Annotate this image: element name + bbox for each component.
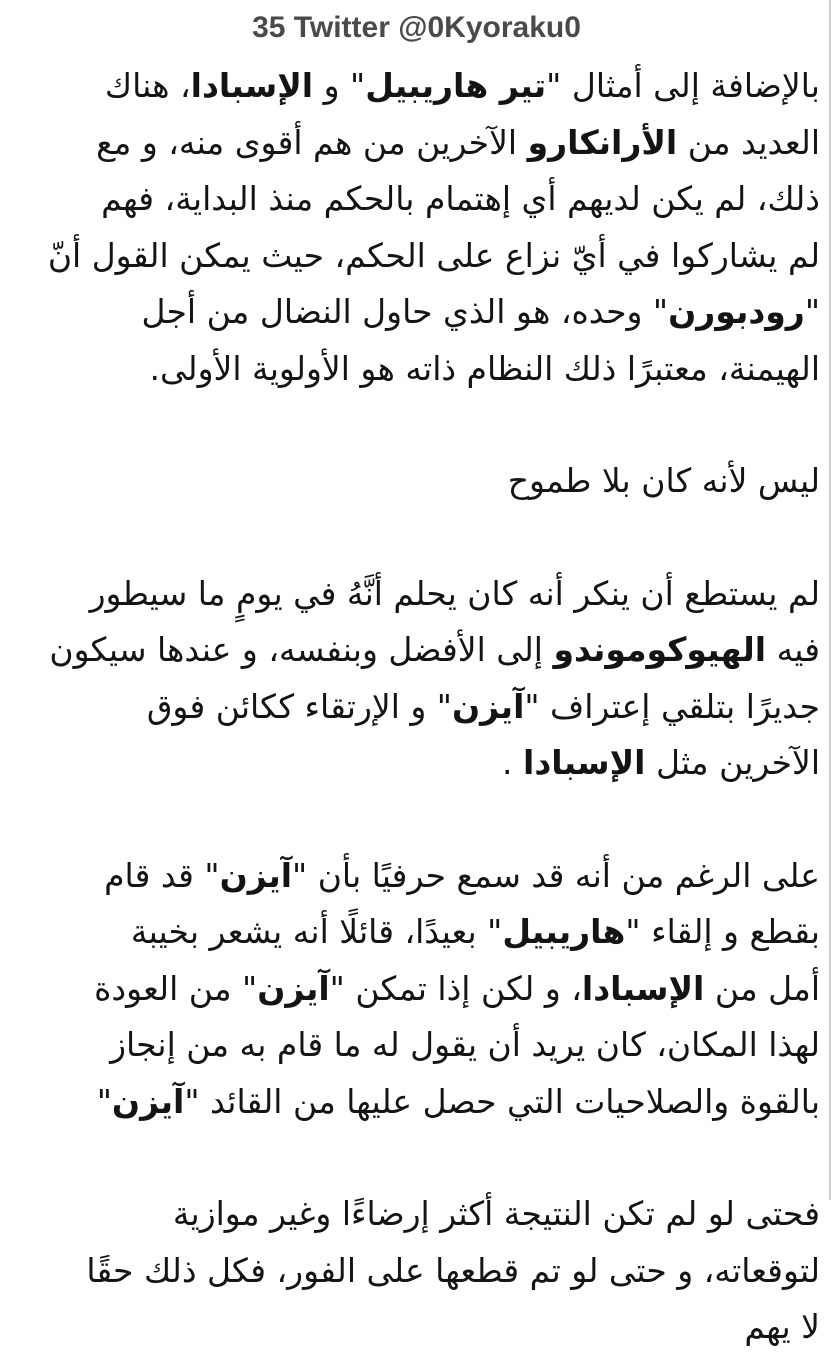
text-run: لا يهم	[744, 1307, 820, 1346]
text-run: الآخرين مثل	[645, 743, 820, 782]
text-run: جديرًا بتلقي إعتراف "	[524, 686, 820, 726]
text-line	[80, 115, 820, 172]
bold-name: هاريبيل	[502, 912, 626, 951]
article-body	[47, 58, 820, 1356]
text-run: "	[804, 292, 820, 331]
text-run: فيه	[766, 630, 820, 669]
bold-name: الهيوكوموندو	[553, 630, 767, 669]
text-run: ، و لكن إذا تمكن "	[329, 968, 582, 1008]
text-line	[80, 341, 820, 398]
scroll-edge-divider	[829, 0, 831, 1200]
page-header	[0, 8, 833, 48]
bold-name: آيزن	[111, 1081, 185, 1121]
bold-name: الأرانكارو	[527, 122, 678, 162]
paragraph	[47, 58, 820, 397]
text-line	[80, 1017, 820, 1074]
text-run: بقطع و إلقاء "	[625, 912, 820, 951]
text-line	[80, 848, 820, 905]
text-run: " و	[313, 66, 366, 105]
text-run: على الرغم من أنه قد سمع حرفيًا بأن "	[292, 855, 820, 895]
paragraph	[80, 1186, 820, 1356]
text-line	[80, 1299, 820, 1356]
text-run: بالقوة والصلاحيات التي حصل عليها من القائد "	[184, 1081, 820, 1121]
text-line	[80, 679, 820, 736]
paragraph	[80, 453, 820, 510]
text-line	[80, 566, 820, 623]
bold-name: تير هاريبيل	[365, 66, 547, 105]
text-run: أمل من	[704, 968, 820, 1008]
text-line	[80, 961, 820, 1018]
bold-name: الإسبادا	[581, 968, 705, 1008]
text-run: .	[502, 743, 524, 782]
header-title: 35 Twitter @0Kyoraku0	[252, 11, 581, 44]
paragraph	[80, 848, 820, 1131]
text-run: لتوقعاته، و حتى لو تم قطعها على الفور، فكل ذلك حقًا	[86, 1250, 820, 1290]
text-line	[80, 171, 820, 228]
paragraph	[49, 566, 820, 792]
text-run: الهيمنة، معتبرًا ذلك النظام ذاته هو الأولوية الأولى.	[149, 348, 820, 388]
bold-name: رودبورن	[668, 292, 805, 331]
text-run: الآخرين من هم أقوى منه، و مع	[96, 122, 528, 162]
bold-name: آيزن	[257, 968, 330, 1008]
text-run: "	[96, 1081, 112, 1121]
text-run: " وحده، هو الذي حاول النضال من أجل	[141, 292, 669, 331]
text-run: " من العودة	[94, 968, 258, 1008]
text-run: " و الإرتقاء ككائن فوق	[146, 686, 452, 726]
text-run: فحتى لو لم تكن النتيجة أكثر إرضاءًا وغير موازية	[172, 1194, 820, 1233]
text-run: بالإضافة إلى أمثال "	[546, 66, 820, 105]
text-run: لم يشاركوا في أيّ نزاع على الحكم، حيث يمكن القول أنّ	[47, 235, 820, 275]
text-run: ليس لأنه كان بلا طموح	[507, 461, 820, 500]
text-run: لم يستطع أن ينكر أنه كان يحلم أنَّهُ في يومٍ ما سيطور	[89, 573, 820, 613]
bold-name: الإسبادا	[523, 743, 646, 782]
text-run: لهذا المكان، كان يريد أن يقول له ما قام به من إنجاز	[110, 1025, 820, 1064]
text-line	[80, 1243, 820, 1300]
text-line	[80, 904, 820, 961]
bold-name: آيزن	[451, 686, 525, 726]
text-line	[80, 1074, 820, 1131]
text-run: إلى الأفضل وبنفسه، و عندها سيكون	[49, 630, 554, 669]
bold-name: آيزن	[219, 855, 293, 895]
text-line	[49, 622, 820, 679]
text-line	[80, 453, 820, 510]
text-run: العديد من	[677, 122, 820, 162]
text-line	[47, 228, 820, 285]
text-run: " قد قام	[104, 855, 220, 895]
text-line	[80, 284, 820, 341]
text-line	[80, 735, 820, 792]
text-run: " بعيدًا، قائلًا أنه يشعر بخيبة	[130, 912, 503, 951]
text-run: ذلك، لم يكن لديهم أي إهتمام بالحكم منذ البداية، فهم	[101, 179, 820, 218]
text-line	[80, 1186, 820, 1243]
text-line	[80, 58, 820, 115]
bold-name: الإسبادا	[190, 66, 314, 105]
text-run: ، هناك	[104, 66, 191, 105]
